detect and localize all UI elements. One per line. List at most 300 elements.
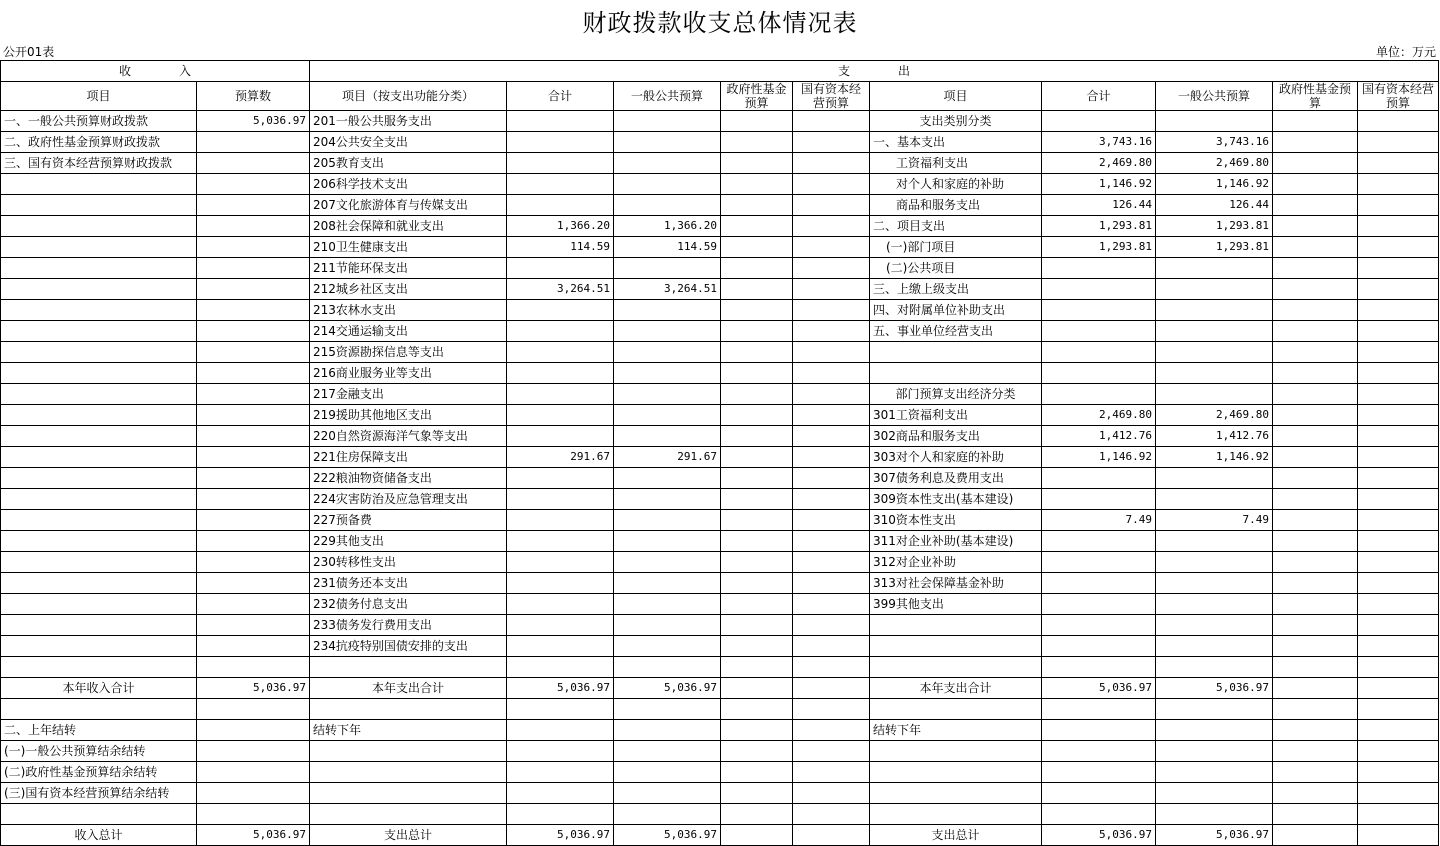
col-header-item: 项目	[1, 82, 197, 111]
function-item-cell: 222粮油物资储备支出	[310, 468, 507, 489]
expense-value-cell	[1358, 783, 1439, 804]
expense-total-cell	[1042, 363, 1156, 384]
income-item-cell	[1, 552, 197, 573]
expense-value-cell	[1042, 720, 1156, 741]
function-total-cell: 3,264.51	[507, 279, 614, 300]
expense-gov-fund-cell	[1273, 195, 1358, 216]
function-value-cell	[507, 720, 614, 741]
function-total-cell	[507, 363, 614, 384]
report-title: 财政拨款收支总体情况表	[582, 9, 858, 37]
income-item-cell	[1, 342, 197, 363]
expense-item-cell	[870, 762, 1042, 783]
expense-general-cell	[1156, 636, 1273, 657]
col-header-gov-fund: 政府性基金预算	[721, 82, 793, 111]
table-row	[1, 363, 1439, 384]
income-amount-cell	[197, 468, 310, 489]
carry-row	[1, 699, 1439, 720]
income-item-cell	[1, 573, 197, 594]
function-total-label: 支出总计	[310, 825, 507, 846]
function-general-cell: 3,264.51	[614, 279, 721, 300]
function-item-cell: 234抗疫特别国债安排的支出	[310, 636, 507, 657]
expense-state-capital-cell	[1358, 510, 1439, 531]
expense-total-cell	[1042, 531, 1156, 552]
expense-item-cell: 310资本性支出	[870, 510, 1042, 531]
function-total-amount: 5,036.97	[507, 678, 614, 699]
expense-general-cell: 3,743.16	[1156, 132, 1273, 153]
table-row	[1, 342, 1439, 363]
function-gov-fund-cell	[721, 321, 793, 342]
function-value-cell	[793, 762, 870, 783]
income-amount-cell	[197, 426, 310, 447]
income-amount-cell	[197, 237, 310, 258]
income-amount-cell	[197, 741, 310, 762]
function-item-cell	[310, 783, 507, 804]
expense-gov-fund-cell	[1273, 342, 1358, 363]
function-state-capital-cell	[793, 132, 870, 153]
function-state-capital-cell	[793, 825, 870, 846]
function-general-cell	[614, 426, 721, 447]
expense-total-cell	[1042, 615, 1156, 636]
table-row	[1, 657, 1439, 678]
expense-value-cell	[1042, 699, 1156, 720]
function-general-cell	[614, 363, 721, 384]
function-total-cell	[507, 468, 614, 489]
function-gov-fund-cell	[721, 279, 793, 300]
expense-total-cell: 1,293.81	[1042, 237, 1156, 258]
function-state-capital-cell	[793, 321, 870, 342]
expense-item-cell: 309资本性支出(基本建设)	[870, 489, 1042, 510]
income-amount-cell	[197, 762, 310, 783]
expense-total-cell: 2,469.80	[1042, 153, 1156, 174]
expense-item-cell: 部门预算支出经济分类	[870, 384, 1042, 405]
expense-gov-fund-cell	[1273, 657, 1358, 678]
expense-total-amount: 5,036.97	[1042, 678, 1156, 699]
income-amount-cell	[197, 195, 310, 216]
function-total-cell	[507, 405, 614, 426]
expense-general-cell	[1156, 594, 1273, 615]
income-item-cell	[1, 426, 197, 447]
function-general-cell	[614, 258, 721, 279]
function-general-cell	[614, 657, 721, 678]
function-item-cell	[310, 804, 507, 825]
expense-total-cell	[1042, 111, 1156, 132]
expense-state-capital-cell	[1358, 825, 1439, 846]
table-row	[1, 468, 1439, 489]
function-total-cell: 291.67	[507, 447, 614, 468]
function-value-cell	[614, 699, 721, 720]
expense-gov-fund-cell	[1273, 615, 1358, 636]
expense-value-cell	[1273, 699, 1358, 720]
expense-gov-fund-cell	[1273, 510, 1358, 531]
table-row	[1, 447, 1439, 468]
expense-general-amount: 5,036.97	[1156, 678, 1273, 699]
income-amount-cell	[197, 132, 310, 153]
expense-total-cell	[1042, 636, 1156, 657]
function-item-cell: 207文化旅游体育与传媒支出	[310, 195, 507, 216]
function-gov-fund-cell	[721, 573, 793, 594]
function-item-cell: 204公共安全支出	[310, 132, 507, 153]
function-general-cell	[614, 384, 721, 405]
expense-total-cell	[1042, 384, 1156, 405]
function-general-cell	[614, 615, 721, 636]
expense-value-cell	[1358, 699, 1439, 720]
expense-state-capital-cell	[1358, 405, 1439, 426]
year-total-row	[1, 678, 1439, 699]
function-total-cell	[507, 636, 614, 657]
income-item-cell: 二、政府性基金预算财政拨款	[1, 132, 197, 153]
expense-total-cell: 1,146.92	[1042, 174, 1156, 195]
function-value-cell	[721, 762, 793, 783]
income-amount-cell	[197, 216, 310, 237]
income-item-cell	[1, 405, 197, 426]
expense-value-cell	[1156, 783, 1273, 804]
table-row	[1, 531, 1439, 552]
function-item-cell	[310, 699, 507, 720]
expense-item-cell	[870, 657, 1042, 678]
function-value-cell	[793, 804, 870, 825]
expense-total-cell	[1042, 657, 1156, 678]
table-row	[1, 111, 1439, 132]
expense-total-cell	[1042, 573, 1156, 594]
function-total-cell	[507, 510, 614, 531]
expense-value-cell	[1358, 804, 1439, 825]
function-state-capital-cell	[793, 153, 870, 174]
income-amount-cell	[197, 657, 310, 678]
table-row	[1, 237, 1439, 258]
income-item-cell	[1, 699, 197, 720]
income-item-cell	[1, 447, 197, 468]
function-gov-fund-cell	[721, 678, 793, 699]
expense-state-capital-cell	[1358, 363, 1439, 384]
function-state-capital-cell	[793, 174, 870, 195]
income-amount-cell	[197, 552, 310, 573]
function-state-capital-cell	[793, 300, 870, 321]
table-row	[1, 405, 1439, 426]
expense-state-capital-cell	[1358, 216, 1439, 237]
function-value-cell	[507, 762, 614, 783]
carry-row	[1, 804, 1439, 825]
income-item-cell: (三)国有资本经营预算结余结转	[1, 783, 197, 804]
income-item-cell	[1, 657, 197, 678]
function-total-cell	[507, 300, 614, 321]
function-item-cell: 232债务付息支出	[310, 594, 507, 615]
expense-gov-fund-cell	[1273, 384, 1358, 405]
function-state-capital-cell	[793, 447, 870, 468]
expense-total-cell: 1,293.81	[1042, 216, 1156, 237]
expense-total-cell: 3,743.16	[1042, 132, 1156, 153]
function-total-cell	[507, 111, 614, 132]
expense-item-cell: 结转下年	[870, 720, 1042, 741]
function-general-cell	[614, 510, 721, 531]
income-amount-cell	[197, 594, 310, 615]
expense-item-cell: 工资福利支出	[870, 153, 1042, 174]
function-general-cell	[614, 321, 721, 342]
function-gov-fund-cell	[721, 384, 793, 405]
budget-table	[0, 60, 1439, 846]
function-item-cell: 224灾害防治及应急管理支出	[310, 489, 507, 510]
function-gov-fund-cell	[721, 636, 793, 657]
expense-state-capital-cell	[1358, 489, 1439, 510]
function-value-cell	[793, 699, 870, 720]
function-value-cell	[614, 804, 721, 825]
function-total-amount: 5,036.97	[507, 825, 614, 846]
expense-general-amount: 5,036.97	[1156, 825, 1273, 846]
income-amount-cell	[197, 489, 310, 510]
carry-row	[1, 720, 1439, 741]
function-state-capital-cell	[793, 657, 870, 678]
income-amount-cell	[197, 258, 310, 279]
expense-item-cell: 303对个人和家庭的补助	[870, 447, 1042, 468]
income-amount-cell	[197, 615, 310, 636]
expense-general-cell	[1156, 615, 1273, 636]
table-row	[1, 636, 1439, 657]
income-item-cell: (二)政府性基金预算结余结转	[1, 762, 197, 783]
income-item-cell	[1, 636, 197, 657]
function-gov-fund-cell	[721, 237, 793, 258]
function-gov-fund-cell	[721, 447, 793, 468]
unit-label: 单位：万元	[1375, 45, 1436, 59]
col-header-item2: 项目	[870, 82, 1042, 111]
function-general-cell	[614, 489, 721, 510]
expense-general-cell	[1156, 279, 1273, 300]
table-row	[1, 153, 1439, 174]
expense-state-capital-cell	[1358, 468, 1439, 489]
expense-value-cell	[1156, 699, 1273, 720]
function-gov-fund-cell	[721, 489, 793, 510]
function-state-capital-cell	[793, 426, 870, 447]
table-row	[1, 384, 1439, 405]
function-total-cell	[507, 489, 614, 510]
function-gov-fund-cell	[721, 615, 793, 636]
income-amount-cell	[197, 531, 310, 552]
expense-general-cell: 1,146.92	[1156, 174, 1273, 195]
function-total-cell	[507, 573, 614, 594]
expense-general-cell: 1,293.81	[1156, 237, 1273, 258]
function-general-cell: 291.67	[614, 447, 721, 468]
function-item-cell: 215资源勘探信息等支出	[310, 342, 507, 363]
function-total-cell	[507, 384, 614, 405]
expense-total-cell	[1042, 489, 1156, 510]
expense-general-cell: 2,469.80	[1156, 405, 1273, 426]
function-general-cell	[614, 300, 721, 321]
expense-state-capital-cell	[1358, 195, 1439, 216]
income-item-cell	[1, 216, 197, 237]
income-item-cell	[1, 321, 197, 342]
expense-item-cell: 312对企业补助	[870, 552, 1042, 573]
income-amount-cell	[197, 174, 310, 195]
income-item-cell	[1, 468, 197, 489]
expense-gov-fund-cell	[1273, 468, 1358, 489]
expense-item-cell: 302商品和服务支出	[870, 426, 1042, 447]
function-item-cell	[310, 657, 507, 678]
expense-gov-fund-cell	[1273, 153, 1358, 174]
expense-total-cell: 2,469.80	[1042, 405, 1156, 426]
function-total-cell	[507, 552, 614, 573]
table-row	[1, 321, 1439, 342]
function-value-cell	[614, 741, 721, 762]
expense-gov-fund-cell	[1273, 216, 1358, 237]
function-gov-fund-cell	[721, 153, 793, 174]
function-item-cell: 217金融支出	[310, 384, 507, 405]
expense-state-capital-cell	[1358, 237, 1439, 258]
income-amount-cell: 5,036.97	[197, 111, 310, 132]
table-row	[1, 489, 1439, 510]
income-item-cell	[1, 531, 197, 552]
expense-item-cell	[870, 783, 1042, 804]
expense-value-cell	[1042, 804, 1156, 825]
table-row	[1, 573, 1439, 594]
function-state-capital-cell	[793, 615, 870, 636]
function-general-cell	[614, 636, 721, 657]
expense-gov-fund-cell	[1273, 279, 1358, 300]
expense-gov-fund-cell	[1273, 552, 1358, 573]
function-general-cell	[614, 195, 721, 216]
function-state-capital-cell	[793, 363, 870, 384]
expense-state-capital-cell	[1358, 426, 1439, 447]
function-item-cell: 229其他支出	[310, 531, 507, 552]
expense-total-cell	[1042, 300, 1156, 321]
table-row	[1, 258, 1439, 279]
function-value-cell	[721, 783, 793, 804]
function-value-cell	[721, 804, 793, 825]
expense-gov-fund-cell	[1273, 258, 1358, 279]
expense-general-cell: 1,293.81	[1156, 216, 1273, 237]
expense-state-capital-cell	[1358, 132, 1439, 153]
expense-total-cell	[1042, 321, 1156, 342]
function-total-label: 本年支出合计	[310, 678, 507, 699]
function-general-amount: 5,036.97	[614, 678, 721, 699]
expense-gov-fund-cell	[1273, 447, 1358, 468]
function-total-cell	[507, 594, 614, 615]
function-item-cell: 231债务还本支出	[310, 573, 507, 594]
expense-total-label: 支出总计	[870, 825, 1042, 846]
function-state-capital-cell	[793, 468, 870, 489]
income-total-label: 收入总计	[1, 825, 197, 846]
function-value-cell	[507, 804, 614, 825]
expense-value-cell	[1042, 741, 1156, 762]
function-total-cell: 114.59	[507, 237, 614, 258]
function-gov-fund-cell	[721, 468, 793, 489]
expense-gov-fund-cell	[1273, 363, 1358, 384]
function-total-cell	[507, 132, 614, 153]
col-header-general2: 一般公共预算	[1156, 82, 1273, 111]
function-gov-fund-cell	[721, 657, 793, 678]
income-item-cell	[1, 510, 197, 531]
expense-value-cell	[1156, 762, 1273, 783]
expense-value-cell	[1156, 741, 1273, 762]
expense-state-capital-cell	[1358, 384, 1439, 405]
function-item-cell: 212城乡社区支出	[310, 279, 507, 300]
expense-gov-fund-cell	[1273, 300, 1358, 321]
expense-state-capital-cell	[1358, 573, 1439, 594]
expense-gov-fund-cell	[1273, 531, 1358, 552]
income-item-cell	[1, 594, 197, 615]
function-item-cell: 213农林水支出	[310, 300, 507, 321]
expense-state-capital-cell	[1358, 636, 1439, 657]
income-total-amount: 5,036.97	[197, 825, 310, 846]
expense-gov-fund-cell	[1273, 132, 1358, 153]
income-item-cell	[1, 489, 197, 510]
expense-general-cell	[1156, 489, 1273, 510]
function-general-cell	[614, 531, 721, 552]
expense-gov-fund-cell	[1273, 174, 1358, 195]
table-row	[1, 426, 1439, 447]
income-amount-cell	[197, 342, 310, 363]
income-amount-cell	[197, 720, 310, 741]
function-state-capital-cell	[793, 195, 870, 216]
income-item-cell	[1, 258, 197, 279]
col-header-gov-fund2: 政府性基金预算	[1273, 82, 1358, 111]
income-item-cell	[1, 237, 197, 258]
function-value-cell	[721, 720, 793, 741]
function-gov-fund-cell	[721, 132, 793, 153]
function-gov-fund-cell	[721, 363, 793, 384]
expense-total-cell: 126.44	[1042, 195, 1156, 216]
income-group-header: 收 入	[1, 61, 310, 82]
income-amount-cell	[197, 405, 310, 426]
function-state-capital-cell	[793, 489, 870, 510]
expense-general-cell	[1156, 468, 1273, 489]
function-state-capital-cell	[793, 405, 870, 426]
income-amount-cell	[197, 384, 310, 405]
expense-value-cell	[1358, 720, 1439, 741]
income-item-cell: (一)一般公共预算结余结转	[1, 741, 197, 762]
function-state-capital-cell	[793, 552, 870, 573]
income-amount-cell	[197, 279, 310, 300]
function-state-capital-cell	[793, 237, 870, 258]
expense-group-header: 支 出	[310, 61, 1439, 82]
expense-state-capital-cell	[1358, 279, 1439, 300]
function-gov-fund-cell	[721, 426, 793, 447]
expense-state-capital-cell	[1358, 678, 1439, 699]
function-item-cell: 205教育支出	[310, 153, 507, 174]
function-general-cell	[614, 111, 721, 132]
expense-item-cell: 五、事业单位经营支出	[870, 321, 1042, 342]
function-value-cell	[793, 720, 870, 741]
function-total-cell	[507, 174, 614, 195]
function-value-cell	[614, 783, 721, 804]
expense-state-capital-cell	[1358, 342, 1439, 363]
income-amount-cell	[197, 321, 310, 342]
expense-item-cell	[870, 342, 1042, 363]
expense-item-cell: 301工资福利支出	[870, 405, 1042, 426]
income-item-cell: 一、一般公共预算财政拨款	[1, 111, 197, 132]
expense-total-cell	[1042, 594, 1156, 615]
expense-gov-fund-cell	[1273, 594, 1358, 615]
col-header-func-item: 项目（按支出功能分类）	[310, 82, 507, 111]
expense-item-cell: 307债务利息及费用支出	[870, 468, 1042, 489]
function-total-cell	[507, 342, 614, 363]
function-gov-fund-cell	[721, 342, 793, 363]
expense-gov-fund-cell	[1273, 321, 1358, 342]
function-gov-fund-cell	[721, 594, 793, 615]
function-state-capital-cell	[793, 111, 870, 132]
expense-item-cell: 对个人和家庭的补助	[870, 174, 1042, 195]
expense-general-cell	[1156, 300, 1273, 321]
expense-total-cell: 7.49	[1042, 510, 1156, 531]
expense-item-cell: 399其他支出	[870, 594, 1042, 615]
income-item-cell	[1, 804, 197, 825]
expense-item-cell: 311对企业补助(基本建设)	[870, 531, 1042, 552]
function-gov-fund-cell	[721, 258, 793, 279]
function-general-cell	[614, 342, 721, 363]
table-row	[1, 594, 1439, 615]
expense-gov-fund-cell	[1273, 489, 1358, 510]
function-value-cell	[507, 741, 614, 762]
function-gov-fund-cell	[721, 174, 793, 195]
expense-general-cell	[1156, 657, 1273, 678]
function-value-cell	[721, 741, 793, 762]
